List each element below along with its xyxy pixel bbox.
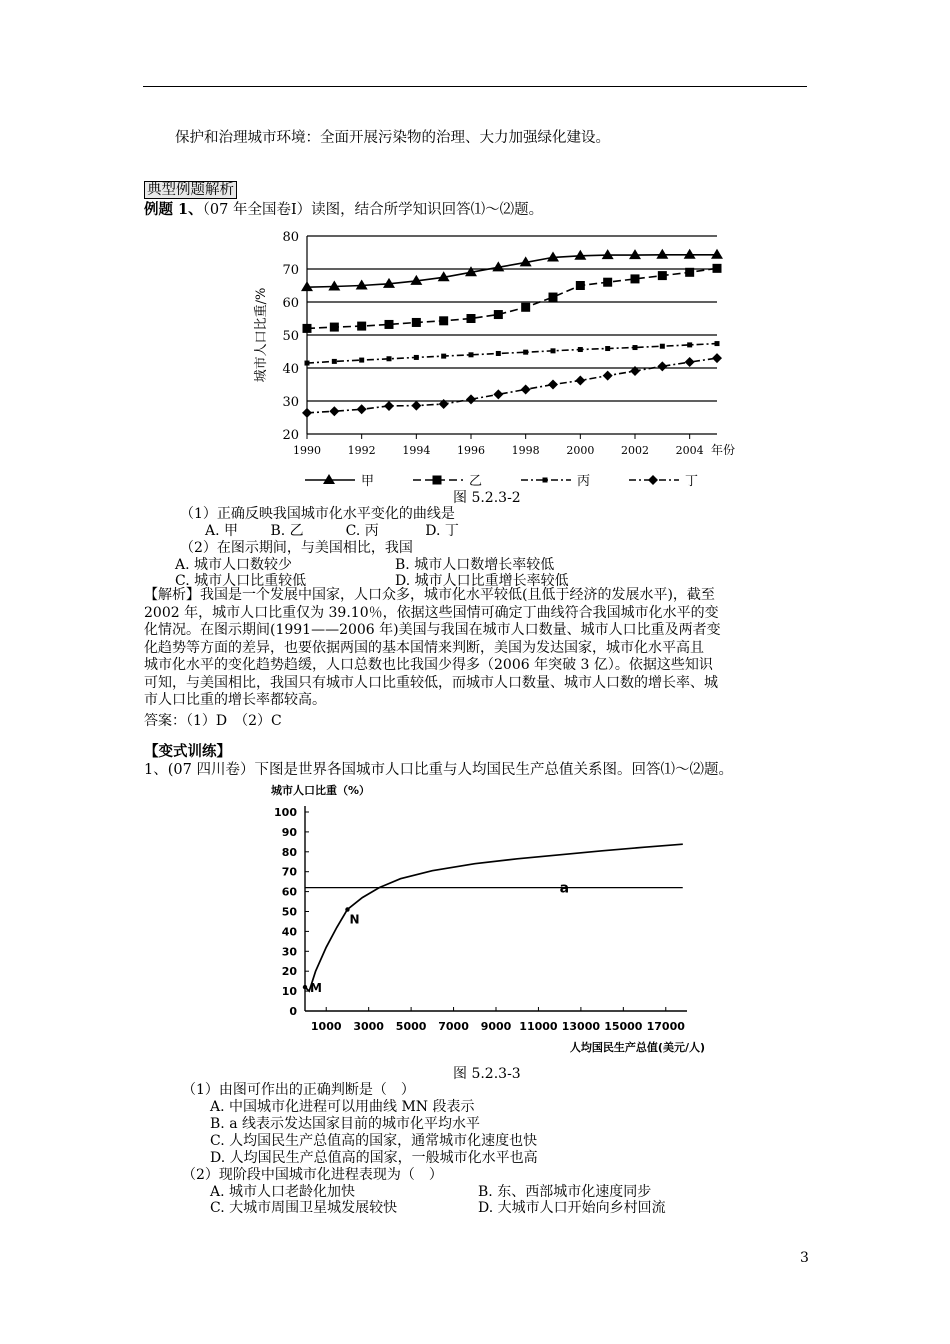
data-point [602,249,614,259]
x-tick-label: 2000 [566,444,595,457]
x-tick-label: 1994 [402,444,431,457]
x-tick-label: 2002 [621,444,649,457]
y-tick-label: 70 [281,865,297,879]
data-point [384,401,394,411]
y-tick-label: 20 [281,965,297,979]
y-tick-label: 80 [281,845,297,859]
data-point [414,355,419,360]
data-point [441,354,446,359]
analysis-line: 2002 年，城市人口比重仅为 39.10％，依据这些国情可确定丁曲线符合我国城市化水平的变 [144,604,719,621]
data-point [523,350,528,355]
data-point [685,357,695,367]
data-point [411,401,421,411]
analysis-line: 可知，与美国相比，我国只有城市人口比重较低，而城市人口数量、城市人口数的增长率、城 [144,674,718,691]
urbanization-curve [305,844,683,991]
x-tick-label: 17000 [646,1020,685,1033]
x-tick-label: 1996 [457,444,485,457]
legend-marker [433,476,442,485]
x-axis-label: 人均国民生产总值(美元/人) [569,1041,705,1054]
x-tick-label: 3000 [353,1020,384,1033]
q1-stem: （1）正确反映我国城市化水平变化的曲线是 [180,506,455,522]
y-tick-label: 40 [282,362,299,377]
y-axis-label: 城市人口比重（%） [271,784,371,797]
y-tick-label: 50 [282,329,299,344]
x-tick-label: 7000 [438,1020,469,1033]
variant-title: 【变式训练】 [144,743,231,760]
example-text: （07 年全国卷Ⅰ）读图，结合所学知识回答⑴～⑵题。 [202,202,544,218]
example-heading [144,198,543,219]
y-axis-label: 城市人口比重/% [254,287,269,383]
vq2-option-d: D. 大城市人口开始向乡村回流 [478,1200,666,1216]
x-tick-label: 1990 [293,444,321,457]
data-point [521,303,530,312]
point-label-n: N [349,912,360,927]
q2-option-c: C. 城市人口比重较低 [175,573,307,589]
data-point [657,361,667,371]
data-point [551,348,556,353]
urbanization-line-chart [245,222,745,488]
y-tick-label: 60 [282,296,299,311]
x-tick-label: 13000 [561,1020,601,1033]
x-tick-label: 2004 [675,444,704,457]
vq1-option-a: A. 中国城市化进程可以用曲线 MN 段表示 [210,1099,475,1115]
data-point [357,322,366,331]
data-point [684,249,696,259]
data-point [685,268,694,277]
analysis-line: 化趋势等方面的差异，也要依据两国的基本国情来判断，美国为发达国家，城市化水平高且 [144,639,704,656]
data-point [660,344,665,349]
data-point [469,352,474,357]
data-point [467,314,476,323]
analysis-line: 城市化水平的变化趋势趋缓，人口总数也比我国少得多（2006 年突破 3 亿）。依据这些知识 [144,657,713,673]
y-tick-label: 100 [274,806,297,819]
data-point [385,320,394,329]
vq1-option-b: B. a 线表示发达国家目前的城市化平均水平 [210,1116,480,1132]
data-point [576,281,585,290]
q2-option-b: B. 城市人口数增长率较低 [395,557,555,573]
x-tick-label: 1992 [347,444,376,457]
legend-label: 丙 [577,474,591,488]
data-point [301,281,313,291]
data-point [605,346,610,351]
data-point [578,347,583,352]
y-tick-label: 50 [281,905,297,919]
data-point [328,280,340,290]
x-tick-label: 1998 [511,444,540,457]
legend-marker [543,478,548,483]
y-tick-label: 0 [289,1005,297,1018]
analysis-line: 市人口比重的增长率都较高。 [144,692,326,708]
header-rule [143,86,807,87]
data-point [711,249,723,259]
section-title: 典型例题解析 [144,178,237,199]
vq1-option-c: C. 人均国民生产总值高的国家，通常城市化速度也快 [210,1133,538,1149]
data-point [712,353,722,363]
x-axis-label: 年份 [711,443,736,457]
data-point [305,361,310,366]
data-point [439,316,448,325]
answer-line: 答案：（1）D （2）C [144,713,282,729]
data-point [412,318,421,327]
q1-options: A. 甲 B. 乙 C. 丙 D. 丁 [205,523,459,539]
vq1-option-d: D. 人均国民生产总值高的国家，一般城市化水平也高 [210,1150,538,1166]
y-tick-label: 70 [282,263,299,278]
data-point [715,341,720,346]
vq2-option-a: A. 城市人口老龄化加快 [210,1184,356,1200]
series-line [307,255,717,287]
data-point [713,264,722,273]
y-tick-label: 60 [281,885,297,899]
data-point [329,406,339,416]
y-tick-label: 20 [282,428,299,443]
a-line-label: a [559,880,570,897]
figure-1-caption: 图 5.2.3-2 [453,490,521,506]
series-line [307,344,717,364]
page-number: 3 [800,1250,809,1266]
data-point [466,394,476,404]
analysis-line: 化情况。在图示期间(1991——2006 年)美国与我国在城市人口数量、城市人口比重及两者变 [144,622,721,638]
intro-line: 保护和治理城市环境：全面开展污染物的治理、大力加强绿化建设。 [175,130,610,146]
series-line [307,358,717,413]
data-point [521,384,531,394]
vq2-option-c: C. 大城市周围卫星城发展较快 [210,1200,398,1216]
figure-2-caption: 图 5.2.3-3 [453,1066,521,1082]
q2-stem: （2）在图示期间，与美国相比，我国 [180,540,413,556]
x-tick-label: 11000 [519,1020,558,1033]
vq2-option-b: B. 东、西部城市化速度同步 [478,1184,652,1200]
data-point [330,323,339,332]
legend-marker [648,475,658,485]
data-point [359,358,364,363]
data-point [302,408,312,418]
y-tick-label: 90 [281,825,297,839]
data-point [603,371,613,381]
legend-label: 甲 [361,474,375,488]
point-marker [345,907,349,911]
x-tick-label: 9000 [480,1020,512,1033]
legend-label: 丁 [685,474,699,488]
data-point [629,249,641,259]
x-tick-label: 15000 [604,1020,643,1033]
y-tick-label: 40 [281,925,297,939]
data-point [387,356,392,361]
data-point [687,342,692,347]
data-point [357,404,367,414]
q2-option-d: D. 城市人口比重增长率较低 [395,573,569,589]
data-point [631,274,640,283]
y-tick-label: 30 [282,395,299,410]
legend-label: 乙 [469,474,483,488]
y-tick-label: 80 [282,230,299,245]
x-tick-label: 5000 [395,1020,427,1033]
vq2-stem: （2）现阶段中国城市化进程表现为（ ） [182,1167,443,1183]
data-point [575,376,585,386]
q2-option-a: A. 城市人口数较少 [175,557,293,573]
legend-marker [323,474,335,484]
urbanization-gnp-chart [265,776,715,1058]
data-point [332,359,337,364]
data-point [574,250,586,260]
variant-question-intro: 1、(07 四川卷）下图是世界各国城市人口比重与人均国民生产总值关系图。回答⑴～⑵题。 [144,762,733,778]
example-label: 例题 1、 [144,201,203,218]
y-tick-label: 10 [281,985,297,999]
data-point [656,249,668,259]
point-label-m: M [310,981,322,996]
data-point [496,351,501,356]
vq1-stem: （1）由图可作出的正确判断是（ ） [182,1082,415,1098]
analysis-block [144,587,721,710]
data-point [548,380,558,390]
analysis-line: 【解析】我国是一个发展中国家，人口众多，城市化水平较低(且低于经济的发展水平)，截至 [144,587,715,603]
data-point [658,271,667,280]
data-point [494,310,503,319]
point-marker [303,985,307,989]
data-point [633,345,638,350]
data-point [603,278,612,287]
data-point [549,293,558,302]
data-point [303,324,312,333]
y-tick-label: 30 [281,945,297,959]
data-point [493,389,503,399]
x-tick-label: 1000 [310,1020,342,1033]
series-line [307,268,717,328]
